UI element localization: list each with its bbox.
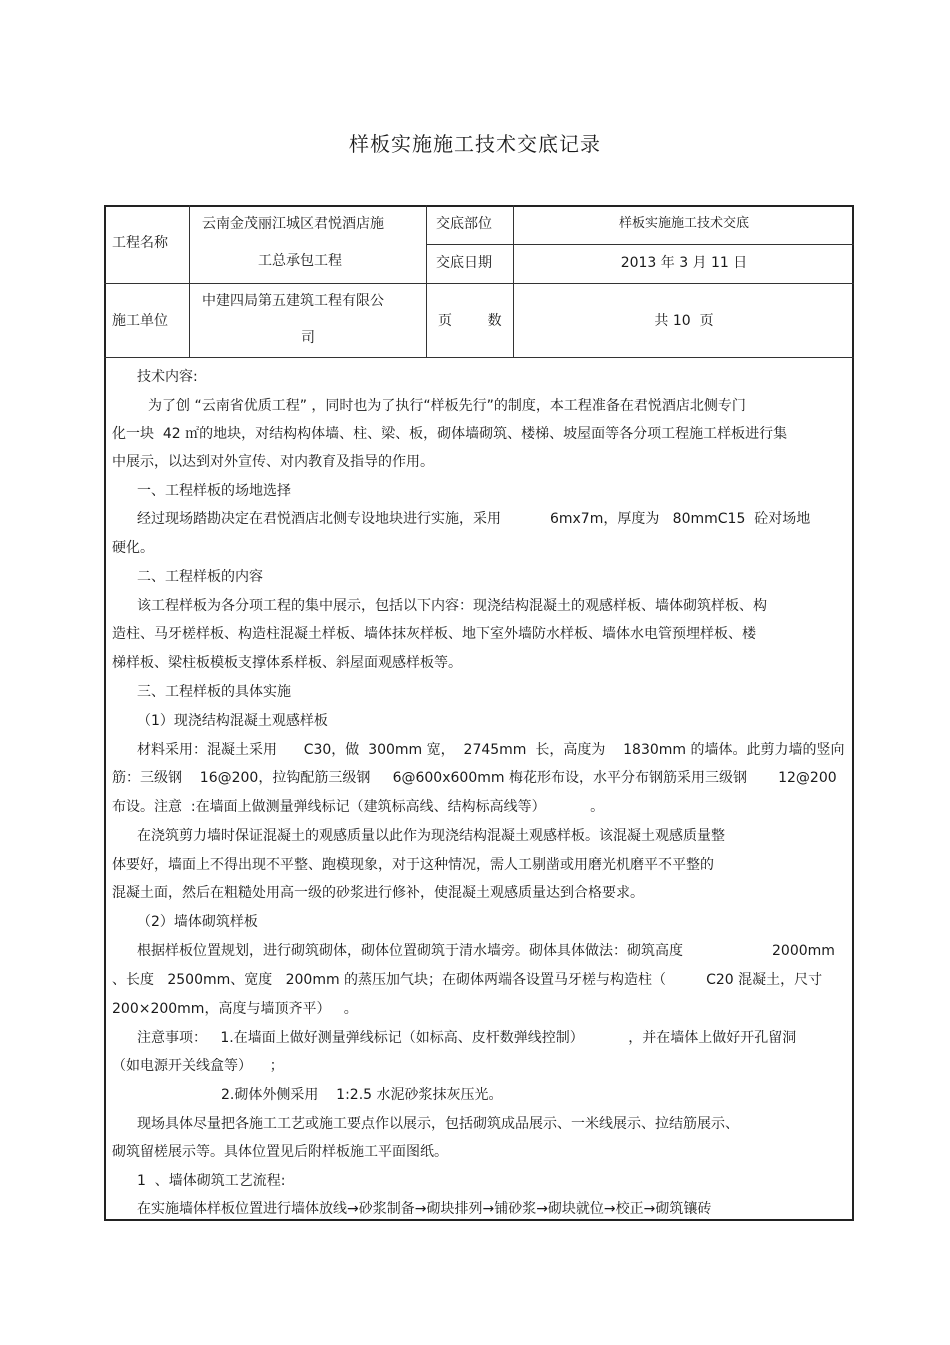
- paragraph-line: 在实施墙体样板位置进行墙体放线→砂浆制备→砌块排列→铺砂浆→砌块就位→校正→砌筑镶砖: [137, 1201, 712, 1217]
- page-title: 样板实施施工技术交底记录: [349, 132, 601, 156]
- grid-line: [104, 283, 854, 284]
- paragraph-line: 化一块 42 ㎡的地块，对结构构体墙、柱、梁、板，砌体墙砌筑、楼梯、坡屋面等各分项工程施工样板进行集: [112, 426, 788, 442]
- paragraph-line: 体要好，墙面上不得出现不平整、跑模现象，对于这种情况，需人工剔凿或用磨光机磨平不平整的: [112, 857, 714, 873]
- paragraph-line: 布设。注意 :在墙面上做测量弹线标记（建筑标高线、结构标高线等） 。: [112, 799, 605, 815]
- paragraph-line: 为了创 “云南省优质工程” ，同时也为了执行“样板先行”的制度，本工程准备在君悦酒店北侧专门: [148, 398, 746, 414]
- subsection-heading: 1 、墙体砌筑工艺流程:: [137, 1173, 286, 1189]
- paragraph-line: 200×200mm，高度与墙顶齐平） 。: [112, 1001, 358, 1017]
- grid-line: [104, 357, 854, 358]
- paragraph-line: 筋：三级钢 16@200，拉钩配筋三级钢 6@600x600mm 梅花形布设，水平分布钢筋采用三级钢 12@200: [112, 770, 837, 786]
- grid-line: [189, 205, 190, 357]
- subsection-heading: （1）现浇结构混凝土观感样板: [137, 713, 328, 729]
- paragraph-line: 该工程样板为各分项工程的集中展示，包括以下内容：现浇结构混凝土的观感样板、墙体砌筑样板、构: [137, 598, 767, 614]
- project-name-value-line2: 工总承包工程: [258, 253, 342, 269]
- paragraph-line: 材料采用：混凝土采用 C30，做 300mm 宽， 2745mm 长，高度为 1830mm 的墙体。此剪力墙的竖向: [137, 742, 845, 758]
- paragraph-line: （如电源开关线盒等） ；: [112, 1058, 284, 1074]
- paragraph-line: 中展示，以达到对外宣传、对内教育及指导的作用。: [112, 454, 434, 470]
- section-heading: 一、工程样板的场地选择: [137, 483, 291, 499]
- paragraph-line: 梯样板、梁柱板模板支撑体系样板、斜屋面观感样板等。: [112, 655, 462, 671]
- section-heading: 二、工程样板的内容: [137, 569, 263, 585]
- project-name-label: 工程名称: [112, 235, 168, 251]
- grid-line: [426, 244, 854, 245]
- location-label: 交底部位: [436, 216, 492, 232]
- section-heading-tech-content: 技术内容:: [137, 369, 198, 385]
- paragraph-line: 、长度 2500mm、宽度 200mm 的蒸压加气块；在砌体两端各设置马牙槎与构造柱（ C20 混凝土，尺寸: [112, 972, 823, 988]
- subsection-heading: （2）墙体砌筑样板: [137, 914, 258, 930]
- pages-label: 页 数: [438, 313, 502, 329]
- paragraph-line: 经过现场踏勘决定在君悦酒店北侧专设地块进行实施，采用 6mx7m，厚度为 80mmC15 砼对场地: [137, 511, 811, 527]
- construction-unit-label: 施工单位: [112, 313, 168, 329]
- construction-unit-value-line2: 司: [301, 330, 315, 346]
- grid-line: [426, 205, 427, 357]
- paragraph-line: 硬化。: [112, 540, 154, 556]
- paragraph-line: 根据样板位置规划，进行砌筑砌体，砌体位置砌筑于清水墙旁。砌体具体做法：砌筑高度 2000mm: [137, 943, 835, 959]
- paragraph-line: 砌筑留槎展示等。具体位置见后附样板施工平面图纸。: [112, 1144, 448, 1160]
- project-name-value-line1: 云南金茂丽江城区君悦酒店施: [202, 216, 384, 232]
- section-heading: 三、工程样板的具体实施: [137, 684, 291, 700]
- paragraph-line: 混凝土面，然后在粗糙处用高一级的砂浆进行修补，使混凝土观感质量达到合格要求。: [112, 885, 644, 901]
- construction-unit-value-line1: 中建四局第五建筑工程有限公: [202, 293, 384, 309]
- paragraph-line: 在浇筑剪力墙时保证混凝土的观感质量以此作为现浇结构混凝土观感样板。该混凝土观感质量整: [137, 828, 725, 844]
- location-value: 样板实施施工技术交底: [618, 216, 749, 231]
- paragraph-line: 现场具体尽量把各施工工艺或施工要点作以展示，包括砌筑成品展示、一米线展示、拉结筋展示、: [137, 1116, 739, 1132]
- pages-value: 共 10 页: [654, 313, 714, 329]
- paragraph-line: 2.砌体外侧采用 1:2.5 水泥砂浆抹灰压光。: [221, 1087, 503, 1103]
- date-label: 交底日期: [436, 255, 492, 271]
- paragraph-line: 注意事项： 1.在墙面上做好测量弹线标记（如标高、皮杆数弹线控制） ，并在墙体上做好开孔留洞: [137, 1030, 797, 1046]
- paragraph-line: 造柱、马牙槎样板、构造柱混凝土样板、墙体抹灰样板、地下室外墙防水样板、墙体水电管预埋样板、楼: [112, 626, 756, 642]
- date-value: 2013 年 3 月 11 日: [620, 255, 748, 271]
